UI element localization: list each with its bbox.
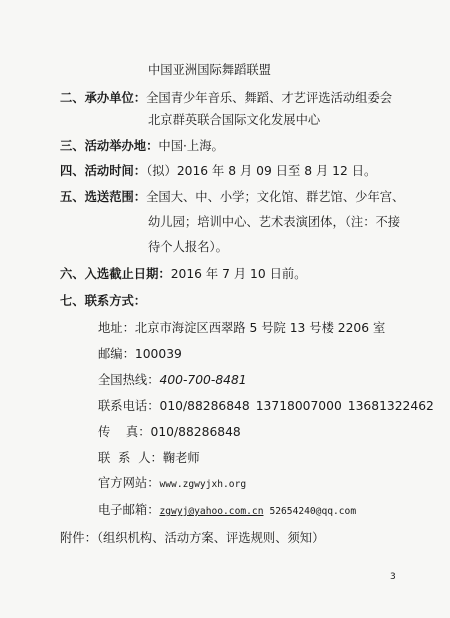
scope-line-1: 全国大、中、小学；文化馆、群艺馆、少年宫、 bbox=[146, 190, 405, 204]
organizer-value-2: 北京群英联合国际文化发展中心 bbox=[148, 113, 321, 127]
venue-value: 中国·上海。 bbox=[158, 139, 224, 153]
venue-row bbox=[60, 138, 224, 154]
postcode-label: 邮编： bbox=[98, 347, 135, 361]
organizer-label: 二、承办单位： bbox=[60, 91, 147, 105]
time-row bbox=[60, 163, 376, 179]
email-2: 52654240@qq.com bbox=[269, 506, 357, 517]
hotline-label: 全国热线： bbox=[98, 373, 160, 387]
time-value: （拟）2016 年 8 月 09 日至 8 月 12 日。 bbox=[146, 164, 377, 178]
attachment-note: 附件：（组织机构、活动方案、评选规则、须知） bbox=[60, 531, 325, 545]
address-value: 北京市海淀区西翠路 5 号院 13 号楼 2206 室 bbox=[134, 321, 386, 335]
contact-label: 七、联系方式： bbox=[60, 294, 147, 308]
website-row bbox=[98, 475, 246, 493]
deadline-row bbox=[60, 266, 306, 282]
website-label: 官方网站： bbox=[98, 476, 160, 490]
scope-line-3: 待个人报名）。 bbox=[148, 240, 228, 254]
postcode-row bbox=[98, 346, 182, 362]
address-row bbox=[98, 320, 385, 336]
deadline-value: 2016 年 7 月 10 日前。 bbox=[170, 267, 307, 281]
address-label: 地址： bbox=[98, 321, 135, 335]
header-title: 中国亚洲国际舞蹈联盟 bbox=[148, 63, 271, 77]
hotline-value: 400-700-8481 bbox=[159, 373, 247, 387]
phone-row bbox=[98, 398, 434, 414]
phone-3: 13681322462 bbox=[347, 399, 434, 413]
person-label: 联 系 人： bbox=[98, 451, 163, 465]
venue-label: 三、活动举办地： bbox=[60, 139, 159, 153]
phone-1: 010/88286848 bbox=[159, 399, 250, 413]
phone-label: 联系电话： bbox=[98, 399, 160, 413]
hotline-row bbox=[98, 372, 247, 388]
fax-label: 传 真： bbox=[98, 425, 151, 439]
email-1: zgwyj@yahoo.com.cn bbox=[159, 506, 264, 517]
person-value: 鞠老师 bbox=[162, 451, 200, 465]
email-row bbox=[98, 502, 356, 520]
scope-row bbox=[60, 189, 404, 205]
page-number: 3 bbox=[390, 572, 396, 582]
scope-line-2: 幼儿园；培训中心、艺术表演团体，（注：不接 bbox=[148, 215, 401, 229]
time-label: 四、活动时间： bbox=[60, 164, 147, 178]
organizer-row bbox=[60, 90, 392, 106]
phone-2: 13718007000 bbox=[255, 399, 342, 413]
website-value: www.zgwyjxh.org bbox=[159, 479, 247, 490]
deadline-label: 六、入选截止日期： bbox=[60, 267, 171, 281]
email-label: 电子邮箱： bbox=[98, 503, 160, 517]
fax-row bbox=[98, 424, 241, 440]
scope-label: 五、选送范围： bbox=[60, 190, 147, 204]
fax-value: 010/88286848 bbox=[150, 425, 241, 439]
person-row bbox=[98, 450, 200, 466]
postcode-value: 100039 bbox=[134, 347, 182, 361]
organizer-value: 全国青少年音乐、舞蹈、才艺评选活动组委会 bbox=[146, 91, 393, 105]
